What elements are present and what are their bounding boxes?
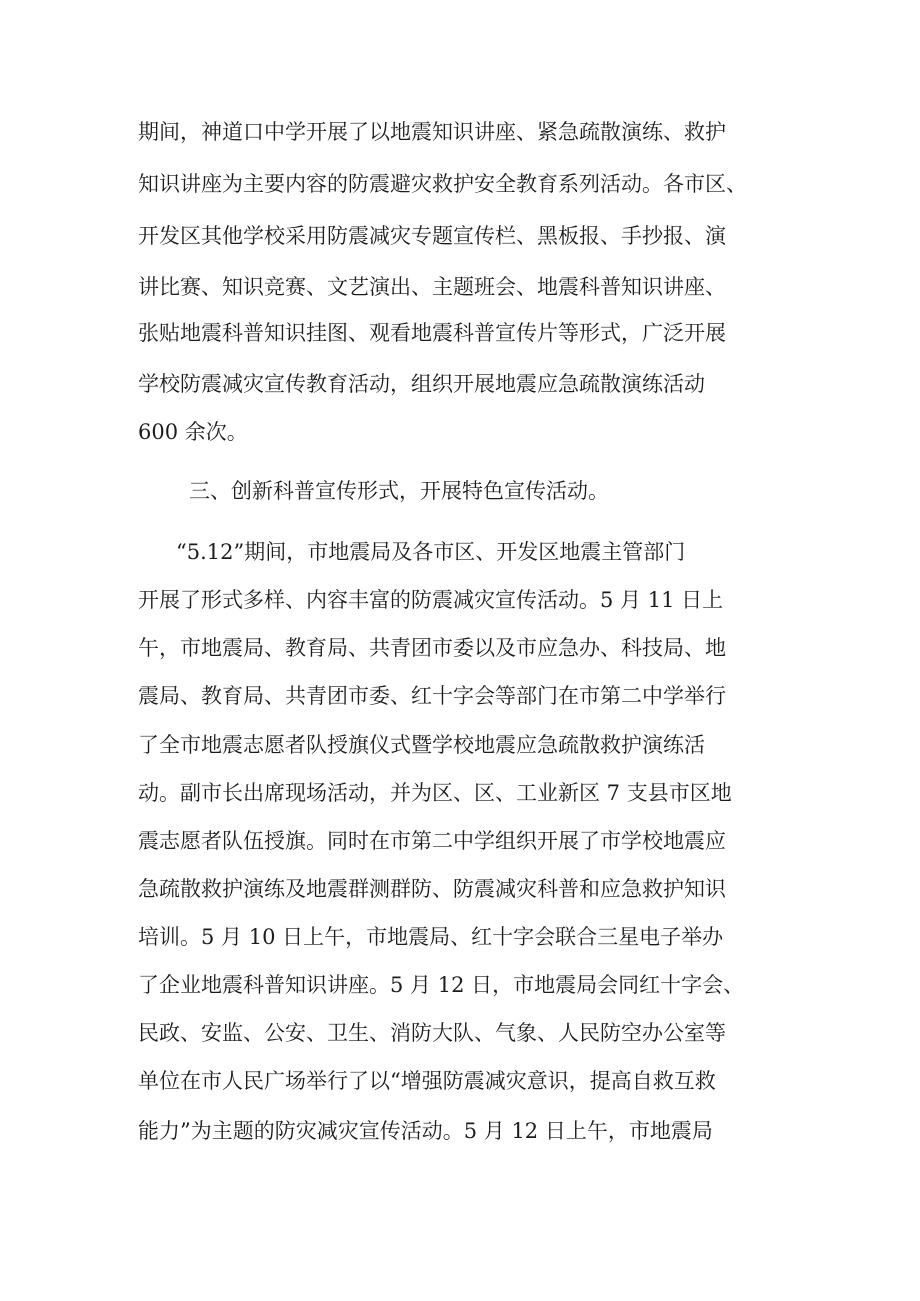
paragraph-2-line-1: “5.12”期间，市地震局及各市区、开发区地震主管部门 <box>176 540 686 564</box>
paragraph-2-line-8: 急疏散救护演练及地震群测群防、防震减灾科普和应急救护知识 <box>138 877 726 901</box>
paragraph-2-line-9: 培训。5 月 10 日上午，市地震局、红十字会联合三星电子举办 <box>138 925 724 949</box>
paragraph-2-line-11: 民政、安监、公安、卫生、消防大队、气象、人民防空办公室等 <box>138 1021 726 1045</box>
paragraph-2-line-13: 能力”为主题的防灾减灾宣传活动。5 月 12 日上午，市地震局 <box>138 1119 713 1143</box>
section-heading: 三、创新科普宣传形式，开展特色宣传活动。 <box>189 479 609 503</box>
paragraph-1-line-3: 开发区其他学校采用防震减灾专题宣传栏、黑板报、手抄报、演 <box>138 224 726 248</box>
paragraph-1-line-5: 张贴地震科普知识挂图、观看地震科普宣传片等形式，广泛开展 <box>138 321 726 345</box>
paragraph-2-line-4: 震局、教育局、共青团市委、红十字会等部门在市第二中学举行 <box>138 684 726 708</box>
paragraph-2-line-10: 了企业地震科普知识讲座。5 月 12 日，市地震局会同红十字会、 <box>138 973 745 997</box>
paragraph-1-line-4: 讲比赛、知识竞赛、文艺演出、主题班会、地震科普知识讲座、 <box>138 275 726 299</box>
paragraph-2-line-3: 午，市地震局、教育局、共青团市委以及市应急办、科技局、地 <box>138 636 726 660</box>
paragraph-2-line-2: 开展了形式多样、内容丰富的防震减灾宣传活动。5 月 11 日上 <box>138 588 724 612</box>
paragraph-2-line-12: 单位在市人民广场举行了以“增强防震减灾意识，提高自救互救 <box>138 1069 716 1093</box>
paragraph-2-line-6: 动。副市长出席现场活动，并为区、区、工业新区 7 支县市区地 <box>138 781 732 805</box>
paragraph-2-line-7: 震志愿者队伍授旗。同时在市第二中学组织开展了市学校地震应 <box>138 829 726 853</box>
paragraph-1-line-2: 知识讲座为主要内容的防震避灾救护安全教育系列活动。各市区、 <box>138 172 747 196</box>
paragraph-1-line-7: 600 余次。 <box>138 420 248 444</box>
paragraph-1-line-6: 学校防震减灾宣传教育活动，组织开展地震应急疏散演练活动 <box>138 372 705 396</box>
paragraph-2-line-5: 了全市地震志愿者队授旗仪式暨学校地震应急疏散救护演练活 <box>138 733 705 757</box>
paragraph-1-line-1: 期间，神道口中学开展了以地震知识讲座、紧急疏散演练、救护 <box>138 120 726 144</box>
